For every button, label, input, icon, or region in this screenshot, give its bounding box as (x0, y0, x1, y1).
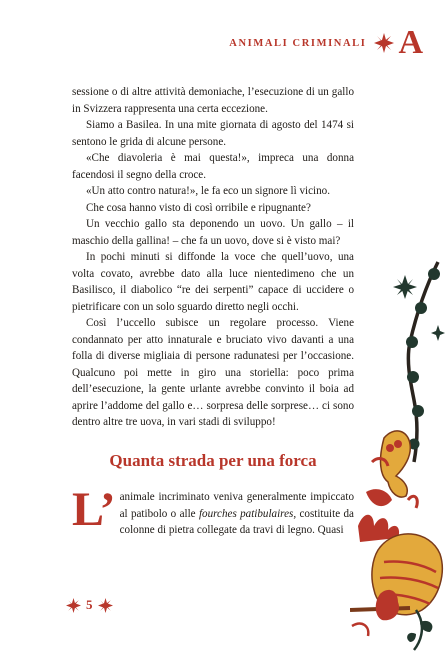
leaf-sprig-icon (407, 610, 432, 650)
section-letter: A (398, 24, 423, 61)
paragraph: Così l’uccello subisce un regolare processo. Viene condannato per atto innaturale e bruciato vivo davanti a una folla di diverse migliaia di persone radunatesi per l’occasione. Qualcuno poi mette in giro una storiella: poco prima dell’esecuzione, la gente urlante avrebbe convinto il boia ad aprire l’addome del gallo e… sorpresa delle sorprese… ci sono dentro altre tre uova, in vari stadi di sviluppo! (72, 317, 354, 428)
spiked-mace-icon (406, 262, 440, 462)
paragraph: «Che diavoleria è mai questa!», impreca una donna facendosi il segno della croce. (72, 152, 354, 181)
section-text-end: costituite da colonne di pietra collegate da travi di legno. Quasi (119, 507, 354, 536)
page-header (229, 26, 423, 60)
dark-star-icon (393, 275, 417, 299)
star-ornament-icon (66, 598, 81, 613)
section-paragraph (72, 483, 354, 539)
page-footer (66, 597, 113, 613)
paragraph: In pochi minuti si diffonde la voce che quell’uovo, una volta covato, avrebbe dato alla luce nientedimeno che un Basilisco, il diabolico “re dei serpenti” capace di uccidere o pietrificare con un solo sguardo diretto negli occhi. (72, 251, 354, 313)
paragraph: Un vecchio gallo sta deponendo un uovo. Un gallo – il maschio della gallina! – che fa un uovo, dove si è visto mai? (72, 218, 354, 247)
star-ornament-icon (374, 33, 394, 53)
paragraph: sessione o di altre attività demoniache, l’esecuzione di un gallo in Svizzera rappresenta una certa eccezione. (72, 86, 354, 115)
section-heading: Quanta strada per una forca (109, 451, 317, 470)
paragraph: «Un atto contro natura!», le fa eco un signore lì vicino. (86, 185, 330, 197)
star-ornament-icon (98, 598, 113, 613)
paragraph: Che cosa hanno visto di così orribile e ripugnante? (86, 201, 311, 214)
running-title: ANIMALI CRIMINALI (229, 37, 367, 49)
crowned-figure-icon (366, 431, 410, 506)
dark-star-icon (431, 325, 445, 341)
section-text-start: animale incriminato veniva generalmente impiccato al patibolo o alle (119, 491, 354, 520)
page-number: 5 (86, 597, 93, 612)
paragraph: Siamo a Basilea. In una mite giornata di agosto del 1474 si sentono le grida di alcune persone. (72, 119, 354, 148)
body-text (72, 84, 354, 431)
marginal-illustration (350, 230, 445, 651)
drop-cap: L’ (72, 483, 116, 536)
italic-term: fourches patibulaires, (198, 507, 297, 520)
